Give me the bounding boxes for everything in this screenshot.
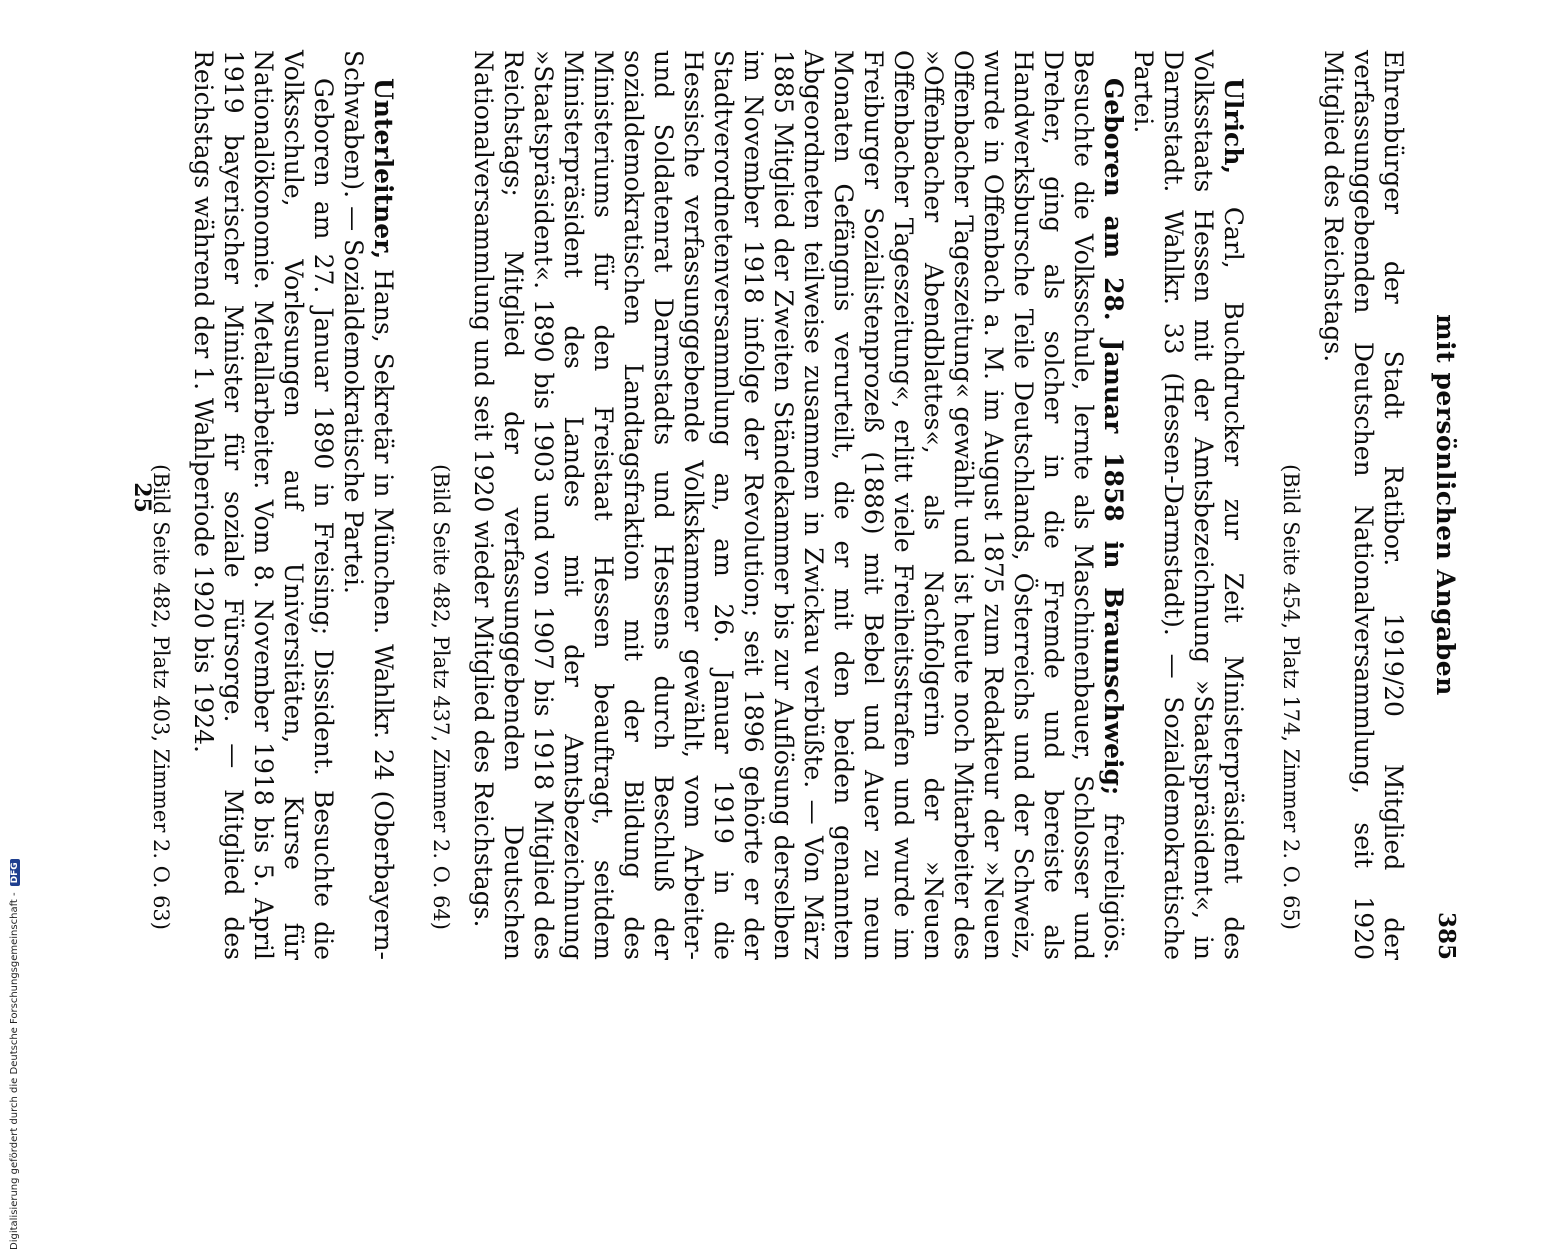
entry-paragraph [468, 50, 1128, 960]
entry-name: Ulrich, [1219, 78, 1248, 175]
entry-name: Unterleitner, [369, 78, 398, 260]
entry-paragraph: Ehrenbürger der Stadt Ratibor. 1919/20 Mitglied der verfassunggebenden Deutschen Nationalversammlung, seit 1920 Mitglied des Reichstags. [1319, 50, 1408, 960]
body-text [118, 50, 1408, 960]
credit-text: Digitalisierung gefördert durch die Deutsche Forschungsgemeinschaft - [9, 892, 20, 1250]
entry-intro: Carl, Buchdrucker zur Zeit Ministerpräsident des Volksstaats Hessen mit der Amtsbezeichnung »Staatspräsident«, in Darmstadt. Wahlkr. 33 (Hessen-Darmstadt). — Sozialdemokratische Partei. [1129, 50, 1248, 960]
entry-biography: freireligiös. Besuchte die Volksschule, lernte als Maschinenbauer, Schlosser und Dreher, ging als solcher in die Fremde und bereiste als Handwerksbursche Teile Deutschlands, Österreichs und der Schweiz, wurde in Offenbach a. M. im August 1875 zum Redakteur der »Neuen Offenbacher Tageszeitung« gewählt und ist heute noch Mitarbeiter des »Offenbacher Abendblattes«, als Nachfolgerin der »Neuen Offenbacher Tageszeitung«, erlitt viele Freiheitsstrafen und wurde im Freiburger Sozialistenprozeß (1886) mit Bebel und Auer zu neun Monaten Gefängnis verurteilt, die er mit den beiden genannten Abgeordneten teilweise zusammen in Zwickau verbüßte. — Von März 1885 Mitglied der Zweiten Ständekammer bis zur Auflösung derselben im November 1918 infolge der Revolution; seit 1896 gehörte er der Stadtverordnetenversammlung an, am 26. Januar 1919 in die Hessische verfassunggebende Volkskammer gewählt, vom Arbeiter- und Soldatenrat Darmstadts und Hessens durch Beschluß der sozialdemokratischen Landtagsfraktion mit der Bildung des Ministeriums für den Freistaat Hessen beauftragt, seitdem Ministerpräsident des Landes mit der Amtsbezeichnung »Staatspräsident«. 1890 bis 1903 und von 1907 bis 1918 Mitglied des Reichstags; Mitglied der verfassunggebenden Deutschen Nationalversammlung und seit 1920 wieder Mitglied des Reichstags. [469, 50, 1128, 960]
digitization-credit [9, 250, 27, 1250]
picture-reference: (Bild Seite 482, Platz 437, Zimmer 2. O. 64) [429, 464, 453, 930]
entry-paragraph: Geboren am 27. Januar 1890 in Freising; Dissident. Besuchte die Volksschule, Vorlesungen auf Universitäten, Kurse für Nationalökonomie. Metallarbeiter. Vom 8. November 1918 bis 5. April 1919 bayerischer Minister für soziale Fürsorge. — Mitglied des Reichstags während der 1. Wahlperiode 1920 bis 1924. [189, 50, 338, 960]
entry-birth: Geboren am 28. Januar 1858 in Braunschweig; [1099, 78, 1128, 796]
entry-continuation [1276, 50, 1408, 960]
picture-reference: (Bild Seite 482, Platz 403, Zimmer 2. O. 63) [149, 464, 173, 930]
entry-ulrich [426, 50, 1248, 960]
running-title: mit persönlichen Angaben [1431, 314, 1460, 696]
dfg-logo: DFG [10, 859, 20, 886]
picture-reference: (Bild Seite 454, Platz 174, Zimmer 2. O. 65) [1279, 464, 1303, 930]
entry-intro: Hans, Sekretär in München. Wahlkr. 24 (Oberbayern-Schwaben). — Sozialdemokratische Partei. [339, 50, 398, 960]
entry-unterleitner [146, 50, 398, 960]
running-head [1420, 50, 1460, 960]
entry-heading [338, 50, 398, 960]
folio-number: 25 [129, 482, 155, 513]
page-number: 385 [1433, 911, 1460, 960]
entry-heading [1128, 50, 1248, 960]
book-page [50, 10, 1500, 985]
